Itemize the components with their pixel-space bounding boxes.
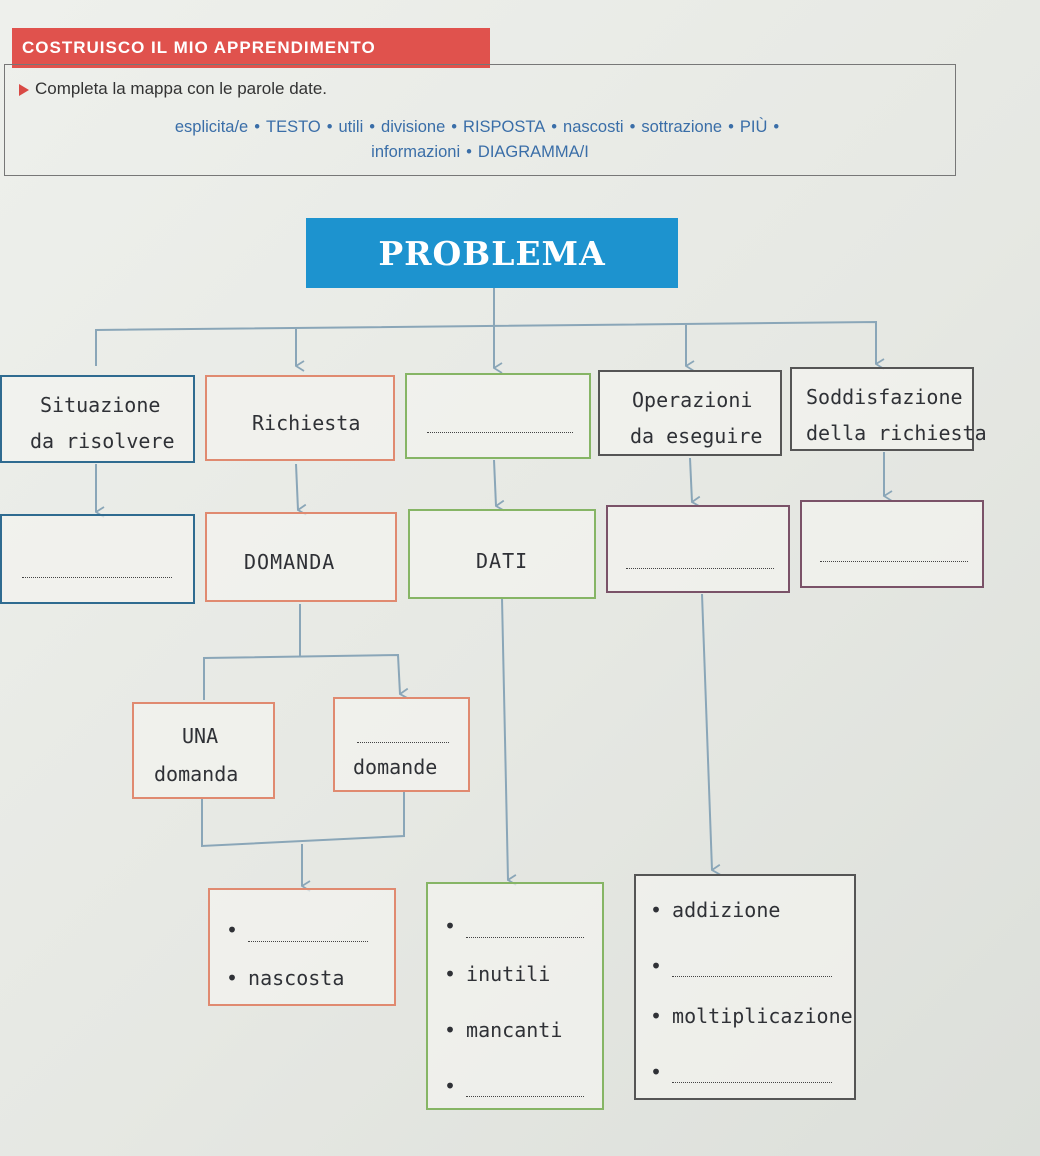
answer-blank[interactable]	[626, 567, 774, 569]
list-item-blank[interactable]	[650, 1060, 832, 1084]
node-blank-situazione[interactable]	[0, 514, 195, 604]
word-bank-line-2: informazioni • DIAGRAMMA/I	[371, 143, 589, 161]
answer-blank[interactable]	[466, 936, 584, 938]
word-bank-item: nascosti	[563, 118, 624, 136]
node-label: Operazioni	[632, 388, 753, 412]
node-piu-domande	[333, 697, 470, 792]
answer-blank[interactable]	[22, 576, 172, 578]
node-tipo-dati	[426, 882, 604, 1110]
word-bank-line-1: esplicita/e • TESTO • utili • divisione • RISPOSTA • nascosti • sottrazione • PIÙ •	[174, 118, 780, 136]
list-item-blank[interactable]	[226, 918, 368, 942]
list-item: • nascosta	[226, 966, 344, 990]
instruction-box	[4, 64, 956, 176]
list-item: • inutili	[444, 962, 550, 986]
section-title: COSTRUISCO IL MIO APPRENDIMENTO	[12, 28, 490, 68]
word-bank-item: PIÙ	[739, 118, 768, 136]
node-blank-risposta[interactable]	[800, 500, 984, 588]
word-bank-item: RISPOSTA	[463, 118, 546, 136]
answer-blank[interactable]	[466, 1095, 584, 1097]
answer-blank[interactable]	[672, 1081, 832, 1083]
node-tipo-operazioni	[634, 874, 856, 1100]
node-soddisfazione	[790, 367, 987, 451]
node-domanda	[205, 512, 397, 602]
list-item: • addizione	[650, 898, 780, 922]
instruction-text: Completa la mappa con le parole date.	[35, 79, 328, 98]
word-bank-item: DIAGRAMMA/I	[477, 143, 589, 161]
node-dati	[408, 509, 596, 599]
node-label: da eseguire	[630, 424, 763, 448]
node-label: UNA	[182, 724, 219, 748]
word-bank-item: esplicita/e	[174, 118, 249, 136]
word-bank-item: sottrazione	[641, 118, 723, 136]
node-label: Situazione	[40, 393, 161, 417]
node-label: domande	[353, 755, 438, 779]
node-label: Richiesta	[252, 411, 361, 435]
node-tipo-domanda	[208, 888, 396, 1006]
answer-blank[interactable]	[820, 560, 968, 562]
root-node-problema: PROBLEMA	[306, 218, 678, 288]
bullet-triangle-icon	[19, 84, 29, 96]
list-item: • mancanti	[444, 1018, 562, 1042]
word-bank-item: utili	[338, 118, 364, 136]
word-bank-item: TESTO	[266, 118, 321, 136]
list-item-blank[interactable]	[444, 1074, 584, 1098]
node-richiesta	[205, 375, 395, 461]
answer-blank[interactable]	[248, 940, 368, 942]
instruction	[19, 79, 327, 99]
node-label: domanda	[154, 762, 239, 786]
node-label: della richiesta	[806, 421, 987, 445]
node-blank-testo[interactable]	[405, 373, 591, 459]
node-label: DATI	[476, 549, 529, 573]
list-item-blank[interactable]	[650, 954, 832, 978]
node-label: da risolvere	[30, 429, 175, 453]
answer-blank[interactable]	[357, 741, 449, 743]
node-blank-operazioni[interactable]	[606, 505, 790, 593]
word-bank-item: informazioni	[371, 143, 461, 161]
node-situazione	[0, 375, 195, 463]
word-bank-item: divisione	[381, 118, 446, 136]
answer-blank[interactable]	[672, 975, 832, 977]
answer-blank[interactable]	[427, 431, 573, 433]
node-label: Soddisfazione	[806, 385, 963, 409]
node-operazioni	[598, 370, 782, 456]
node-una-domanda	[132, 702, 275, 799]
list-item-blank[interactable]	[444, 914, 584, 938]
word-bank	[25, 115, 935, 165]
node-label: DOMANDA	[244, 550, 336, 574]
list-item: • moltiplicazione	[650, 1004, 853, 1028]
